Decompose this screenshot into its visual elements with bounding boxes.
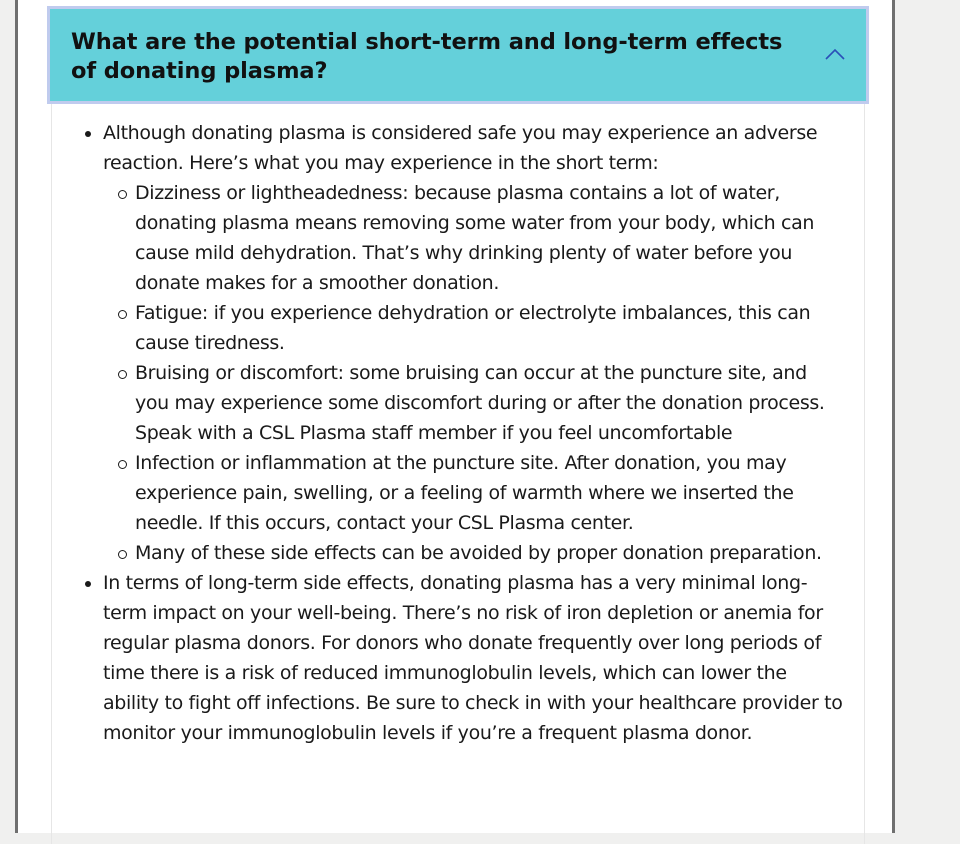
accordion-title: What are the potential short-term and long-term effects of donating plasma? bbox=[71, 29, 783, 84]
list-item-long-term: In terms of long-term side effects, donating plasma has a very minimal long-term impact on your well-being. There’s no risk of iron depletion or anemia for regular plasma donors. For donors who donate frequently over long periods of time there is a risk of reduced immunoglobulin levels, which can lower the ability to fight off infections. Be sure to check in with your healthcare provider to monitor your immunoglobulin levels if you’re a frequent plasma donor. bbox=[103, 568, 846, 748]
faq-accordion bbox=[47, 6, 869, 844]
page-content-column bbox=[15, 0, 895, 833]
accordion-panel bbox=[51, 104, 865, 844]
chevron-up-icon[interactable] bbox=[824, 47, 846, 61]
accordion-header-button[interactable] bbox=[47, 6, 869, 104]
short-term-effects-list bbox=[103, 178, 846, 568]
list-item-short-term bbox=[103, 118, 846, 568]
list-item-infection: Infection or inflammation at the puncture site. After donation, you may experience pain, swelling, or a feeling of warmth where we inserted the needle. If this occurs, contact your CSL Plasma center. bbox=[135, 448, 846, 538]
list-item-bruising: Bruising or discomfort: some bruising can occur at the puncture site, and you may experience some discomfort during or after the donation process. Speak with a CSL Plasma staff member if you feel uncomfortable bbox=[135, 358, 846, 448]
list-item-avoidance: Many of these side effects can be avoided by proper donation preparation. bbox=[135, 538, 846, 568]
list-item-dizziness: Dizziness or lightheadedness: because plasma contains a lot of water, donating plasma means removing some water from your body, which can cause mild dehydration. That’s why drinking plenty of water before you donate makes for a smoother donation. bbox=[135, 178, 846, 298]
effects-list bbox=[52, 118, 864, 748]
short-term-intro: Although donating plasma is considered safe you may experience an adverse reaction. Here’s what you may experience in the short term: bbox=[103, 122, 818, 174]
list-item-fatigue: Fatigue: if you experience dehydration or electrolyte imbalances, this can cause tiredness. bbox=[135, 298, 846, 358]
